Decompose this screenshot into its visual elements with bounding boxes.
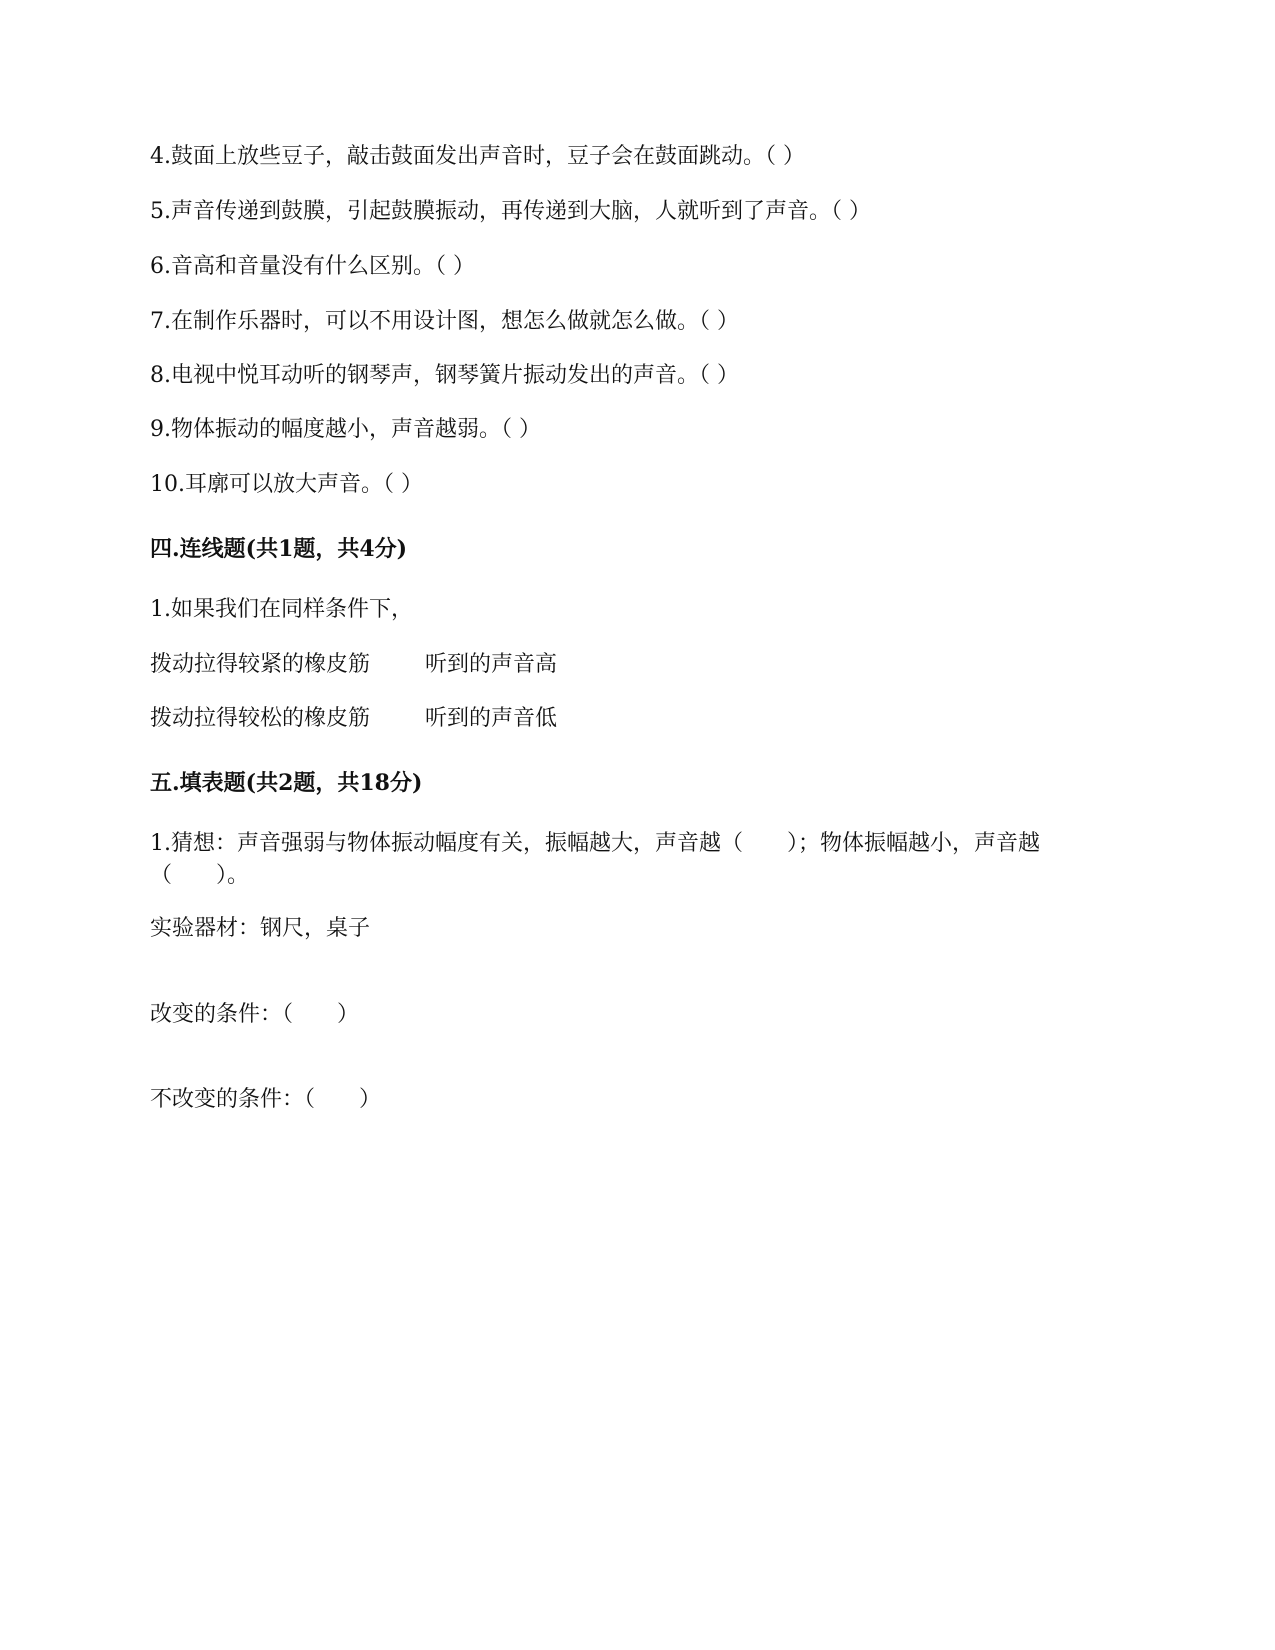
question-item-5: 5.声音传递到鼓膜，引起鼓膜振动，再传递到大脑，人就听到了声音。（ ） [150, 199, 871, 224]
matching-right-item: 听到的声音高 [425, 652, 558, 677]
matching-pair-row [150, 703, 557, 735]
question-item-6: 6.音高和音量没有什么区别。（ ） [150, 254, 475, 279]
question-item-8: 8.电视中悦耳动听的钢琴声，钢琴簧片振动发出的声音。（ ） [150, 363, 739, 388]
unchanged-condition: 不改变的条件：（ ） [150, 1087, 382, 1112]
changed-condition: 改变的条件：（ ） [150, 1002, 360, 1027]
experiment-materials: 实验器材：钢尺，桌子 [150, 916, 371, 941]
question-item-7: 7.在制作乐器时，可以不用设计图，想怎么做就怎么做。（ ） [150, 309, 739, 334]
matching-left-item: 拨动拉得较紧的橡皮筋 [150, 652, 371, 677]
matching-question-intro: 1.如果我们在同样条件下， [150, 597, 413, 622]
section-5-heading: 五.填表题(共2题，共18分) [150, 770, 423, 796]
matching-right-item: 听到的声音低 [425, 706, 558, 731]
question-item-9: 9.物体振动的幅度越小，声音越弱。（ ） [150, 417, 541, 442]
hypothesis-question: 1.猜想：声音强弱与物体振动幅度有关，振幅越大，声音越（ ）；物体振幅越小，声音越（ ）。 [150, 831, 1040, 888]
question-item-10: 10.耳廓可以放大声音。（ ） [150, 472, 423, 497]
section-4-heading: 四.连线题(共1题，共4分) [150, 536, 408, 562]
matching-left-item: 拨动拉得较松的橡皮筋 [150, 706, 371, 731]
question-item-4: 4.鼓面上放些豆子，敲击鼓面发出声音时，豆子会在鼓面跳动。（ ） [150, 144, 805, 169]
matching-pair-row [150, 649, 557, 681]
